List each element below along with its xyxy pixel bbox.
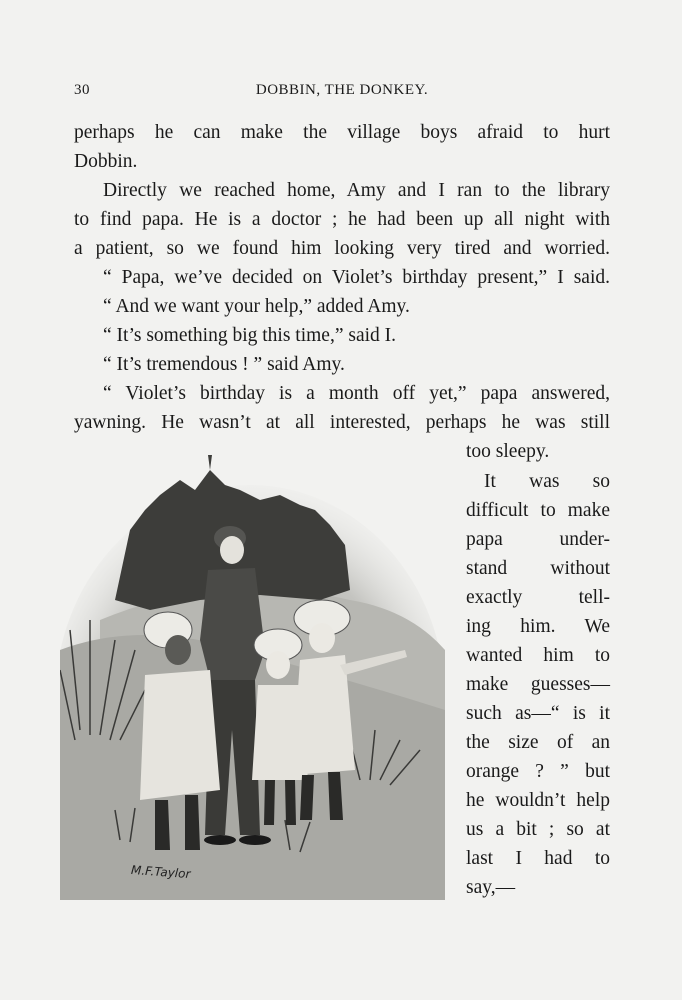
column-line: he wouldn’t help: [466, 790, 610, 811]
column-line: say,—: [466, 877, 516, 898]
text-line: Directly we reached home, Amy and I ran to the library: [103, 180, 610, 201]
column-line: such as—“ is it: [466, 703, 610, 724]
column-line: papa under-: [466, 529, 610, 550]
text-line: “ Violet’s birthday is a month off yet,” papa answered,: [103, 383, 610, 404]
text-line: “ It’s tremendous ! ” said Amy.: [103, 354, 345, 375]
column-line: orange ? ” but: [466, 761, 610, 782]
column-line: make guesses—: [466, 674, 610, 695]
text-line: “ And we want your help,” added Amy.: [103, 296, 410, 317]
column-line: wanted him to: [466, 645, 610, 666]
column-line: us a bit ; so at: [466, 819, 610, 840]
column-line: It was so: [484, 471, 610, 492]
text-line: “ It’s something big this time,” said I.: [103, 325, 397, 346]
running-title: DOBBIN, THE DONKEY.: [255, 82, 429, 98]
children-illustration: [60, 450, 445, 900]
text-line: a patient, so we found him looking very tired and worried.: [74, 238, 610, 259]
column-line: exactly tell-: [466, 587, 610, 608]
page-number: 30: [74, 82, 90, 98]
column-line: ing him. We: [466, 616, 610, 637]
text-line: to find papa. He is a doctor ; he had been up all night with: [74, 209, 610, 230]
column-line: the size of an: [466, 732, 610, 753]
text-line: yawning. He wasn’t at all interested, perhaps he was still: [74, 412, 610, 433]
text-line: Dobbin.: [74, 151, 138, 172]
artist-signature: M.F.Taylor: [130, 862, 191, 882]
column-line: stand without: [466, 558, 610, 579]
text-line: perhaps he can make the village boys afraid to hurt: [74, 122, 610, 143]
column-line: difficult to make: [466, 500, 610, 521]
text-line: too sleepy.: [466, 441, 550, 462]
page-header: [74, 82, 610, 104]
column-line: last I had to: [466, 848, 610, 869]
text-line: “ Papa, we’ve decided on Violet’s birthday present,” I said.: [103, 267, 610, 288]
